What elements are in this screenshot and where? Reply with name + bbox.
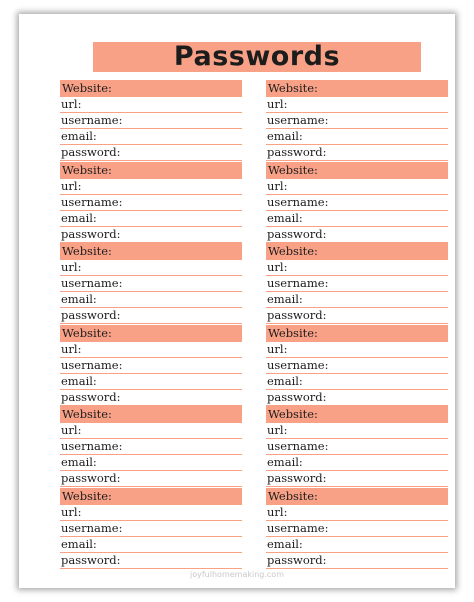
password-entry bbox=[60, 243, 242, 325]
website-label: Website: bbox=[60, 80, 242, 97]
password-entry bbox=[266, 162, 448, 244]
username-line: username: bbox=[60, 113, 242, 129]
right-column bbox=[266, 80, 448, 570]
email-line: email: bbox=[266, 129, 448, 145]
password-entry bbox=[266, 406, 448, 488]
username-line: username: bbox=[60, 195, 242, 211]
username-line: username: bbox=[60, 276, 242, 292]
password-line: password: bbox=[60, 308, 242, 324]
password-line: password: bbox=[60, 227, 242, 243]
url-line: url: bbox=[266, 342, 448, 358]
email-line: email: bbox=[266, 537, 448, 553]
password-line: password: bbox=[60, 390, 242, 406]
website-label: Website: bbox=[60, 488, 242, 505]
url-line: url: bbox=[266, 179, 448, 195]
password-entry bbox=[60, 162, 242, 244]
password-entry bbox=[266, 243, 448, 325]
username-line: username: bbox=[266, 276, 448, 292]
email-line: email: bbox=[60, 537, 242, 553]
url-line: url: bbox=[266, 505, 448, 521]
url-line: url: bbox=[60, 423, 242, 439]
email-line: email: bbox=[266, 292, 448, 308]
url-line: url: bbox=[60, 505, 242, 521]
email-line: email: bbox=[60, 455, 242, 471]
username-line: username: bbox=[60, 439, 242, 455]
email-line: email: bbox=[60, 374, 242, 390]
website-label: Website: bbox=[266, 243, 448, 260]
website-label: Website: bbox=[266, 325, 448, 342]
password-entry bbox=[266, 80, 448, 162]
url-line: url: bbox=[266, 423, 448, 439]
website-label: Website: bbox=[60, 325, 242, 342]
website-label: Website: bbox=[60, 243, 242, 260]
email-line: email: bbox=[60, 292, 242, 308]
page-title: Passwords bbox=[93, 42, 421, 72]
url-line: url: bbox=[266, 260, 448, 276]
website-label: Website: bbox=[60, 162, 242, 179]
url-line: url: bbox=[60, 179, 242, 195]
website-label: Website: bbox=[60, 406, 242, 423]
printable-page bbox=[19, 14, 455, 588]
url-line: url: bbox=[60, 342, 242, 358]
watermark: joyfulhomemaking.com bbox=[190, 570, 284, 579]
url-line: url: bbox=[60, 97, 242, 113]
password-line: password: bbox=[266, 471, 448, 487]
website-label: Website: bbox=[266, 406, 448, 423]
email-line: email: bbox=[60, 129, 242, 145]
username-line: username: bbox=[266, 113, 448, 129]
email-line: email: bbox=[266, 455, 448, 471]
website-label: Website: bbox=[266, 80, 448, 97]
email-line: email: bbox=[266, 211, 448, 227]
password-line: password: bbox=[266, 308, 448, 324]
username-line: username: bbox=[266, 439, 448, 455]
password-entry bbox=[266, 325, 448, 407]
email-line: email: bbox=[60, 211, 242, 227]
username-line: username: bbox=[266, 195, 448, 211]
username-line: username: bbox=[266, 358, 448, 374]
email-line: email: bbox=[266, 374, 448, 390]
url-line: url: bbox=[266, 97, 448, 113]
username-line: username: bbox=[60, 358, 242, 374]
password-entry bbox=[60, 488, 242, 570]
password-entry bbox=[266, 488, 448, 570]
password-line: password: bbox=[60, 553, 242, 569]
password-line: password: bbox=[60, 471, 242, 487]
website-label: Website: bbox=[266, 162, 448, 179]
password-line: password: bbox=[266, 145, 448, 161]
left-column bbox=[60, 80, 242, 570]
username-line: username: bbox=[266, 521, 448, 537]
password-line: password: bbox=[266, 227, 448, 243]
url-line: url: bbox=[60, 260, 242, 276]
password-entry bbox=[60, 80, 242, 162]
password-line: password: bbox=[266, 553, 448, 569]
password-line: password: bbox=[266, 390, 448, 406]
password-line: password: bbox=[60, 145, 242, 161]
username-line: username: bbox=[60, 521, 242, 537]
website-label: Website: bbox=[266, 488, 448, 505]
password-entry bbox=[60, 406, 242, 488]
password-entry bbox=[60, 325, 242, 407]
